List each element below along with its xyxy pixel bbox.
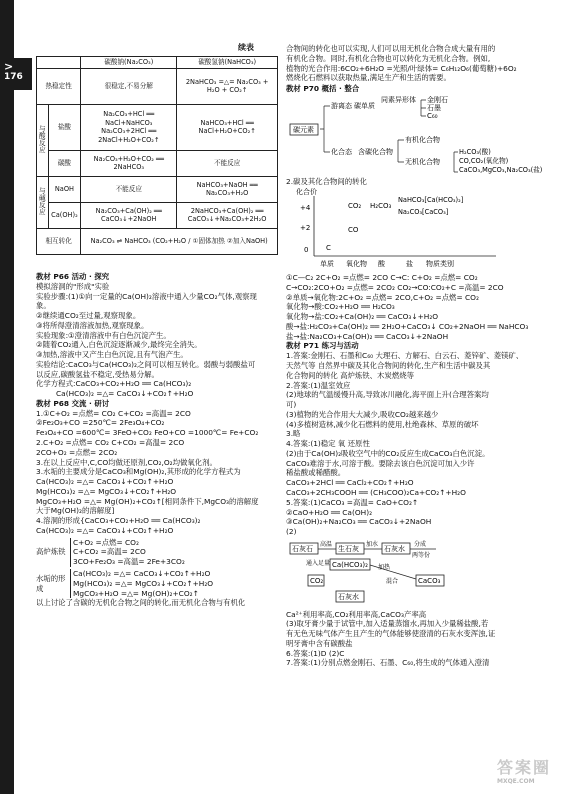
text-line: Mg(HCO₃)₂ =△= MgCO₃↓+CO₂↑+H₂O — [36, 486, 177, 496]
text-line: 氧化物→酸:CO₂+H₂O ══ H₂CO₃ — [286, 302, 395, 312]
table-row — [37, 228, 278, 254]
section-heading: 教材 P71 练习与活动 — [286, 341, 359, 351]
cell-b: 2NaHCO₃ =△= Na₂CO₃ + H₂O + CO₂↑ — [177, 68, 278, 104]
inorganic-item: CaCO₃,MgCO₃,Na₂CO₃(盐) — [459, 165, 543, 174]
x-category: 单质 — [320, 260, 334, 269]
tree-free: 游离态 — [331, 101, 352, 110]
table-header-row — [37, 57, 278, 69]
text-line: 化学方程式:CaCO₃+CO₂+H₂O ══ Ca(HCO₃)₂ — [36, 379, 192, 389]
inorganic-item: CO,CO₂(氧化物) — [459, 156, 509, 165]
table-row — [37, 176, 278, 202]
text-line: CaCO₃难溶于水,可溶于酸。要除去该白色沉淀可加入少许 — [286, 458, 475, 468]
row-group-base: 与碱反应 — [37, 176, 49, 228]
text-line: 2.答案:(1)温室效应 — [286, 380, 351, 390]
x-category: 盐 — [406, 260, 413, 269]
table-continued-label: 续表 — [238, 43, 254, 52]
text-line: 燃烧化石燃料以获取热量,满足生产和生活的需要。 — [286, 73, 451, 83]
text-line: 1.①C+O₂ =点燃= CO₂ C+CO₂ =高温= 2CO — [36, 408, 191, 418]
chevron-right-icon: > — [4, 60, 14, 73]
watermark-sub: MXQE.COM — [496, 778, 535, 786]
text-line: ②CaO+H₂O ══ Ca(OH)₂ — [286, 507, 373, 517]
flow-co2: CO₂ — [310, 576, 324, 585]
cell-b: NaHCO₃+NaOH ══ Na₂CO₃+H₂O — [177, 176, 278, 202]
text-line: 2.C+O₂ =点燃= CO₂ C+CO₂ =高温= 2CO — [36, 438, 185, 448]
text-line: (2)由于Ca(OH)₂吸收空气中的CO₂反应生成CaCO₃白色沉淀。 — [286, 448, 490, 458]
x-category: 酸 — [378, 260, 385, 269]
inorganic-bracket — [454, 152, 458, 172]
right-column — [286, 44, 550, 668]
text-line: 氧化物→盐:CO₂+Ca(OH)₂ ══ CaCO₃↓+H₂O — [286, 312, 439, 322]
flow-limestone: 石灰石 — [292, 544, 313, 553]
text-line: Ca(HCO₃)₂ =△= CaCO₃↓+CO₂↑+H₂O — [36, 525, 174, 535]
flow-label: 加水 — [366, 540, 379, 548]
group-label: 高炉炼铁 — [36, 547, 66, 557]
text-line: ②继续通CO₂至过量,观察现象。 — [36, 311, 141, 321]
cell-b: 不能反应 — [177, 150, 278, 176]
cell-a: Na₂CO₃ ⇌ NaHCO₃ (CO₂+H₂O / ①固体加热 ②加入NaOH) — [81, 228, 278, 254]
page-gutter — [0, 0, 14, 794]
text-line: 实验步骤:(1)①向一定量的Ca(OH)₂溶液中通入少量CO₂气体,观察现 — [36, 291, 257, 301]
text-line: 5.答案:(1)CaCO₃ =高温= CaO+CO₂↑ — [286, 497, 419, 507]
cell-a: Na₂CO₃+HCl ══ NaCl+NaHCO₃ Na₂CO₃+2HCl ══ 2NaCl+H₂O+CO₂↑ — [81, 104, 177, 150]
table-row — [37, 104, 278, 150]
text-line: (3)取牙膏少量于试管中,加入适量蒸馏水,再加入少量稀盐酸,若 — [286, 619, 489, 629]
level-label: +2 — [300, 224, 311, 233]
text-line: CaCO₃+2CH₃COOH ══ (CH₃COO)₂Ca+CO₂↑+H₂O — [286, 487, 466, 497]
text-line: ②Fe₂O₃+CO =250℃= 2Fe₃O₄+CO₂ — [36, 418, 165, 428]
tree-bracket — [320, 106, 330, 152]
x-category: 氧化物 — [346, 260, 367, 269]
text-line: 7.答案:(1)分别点燃金刚石、石墨、C₆₀,将生成的气体通入澄清 — [286, 658, 490, 668]
text-line: ③将所得澄清溶液加热,观察现象。 — [36, 320, 149, 330]
cell-a: 不能反应 — [81, 176, 177, 202]
text-line: 4.答案:(1)稳定 氧 还原性 — [286, 439, 370, 449]
section-heading: 教材 P66 活动 · 探究 — [36, 272, 110, 281]
table-row — [37, 202, 278, 228]
text-line: 有无色无味气体产生且产生的气体能够使澄清的石灰水变浑浊,证 — [286, 629, 496, 639]
watermark — [497, 757, 551, 786]
text-line: CaCO₃+2HCl ══ CaCl₂+CO₂↑+H₂O — [286, 478, 414, 488]
text-line: 大于Mg(OH)₂的溶解度] — [36, 506, 115, 516]
text-line: ①C—C₂ 2C+O₂ =点燃= 2CO C→C: C+O₂ =点燃= CO₂ — [286, 273, 478, 283]
flow-bicarbonate: Ca(HCO₃)₂ — [332, 560, 368, 569]
cell-b: 2NaHCO₃+Ca(OH)₂ ══ CaCO₃↓+Na₂CO₃+2H₂O — [177, 202, 278, 228]
flow-limewater-2: 石灰水 — [338, 592, 359, 601]
equation: C+O₂ =点燃= CO₂ — [73, 537, 139, 547]
row-label: NaOH — [48, 176, 81, 202]
species-h2co3: H₂CO₃ — [370, 202, 392, 211]
text-line: Ca(HCO₃)₂ =△= CaCO₃↓+CO₂↑+H₂O — [36, 477, 174, 487]
flow-label: 加热 — [378, 563, 391, 571]
page-number-tab — [0, 58, 32, 90]
text-line: 实验结论:CaCO₃与Ca(HCO₃)₂之间可以相互转化。弱酸与弱酸盐可 — [36, 359, 256, 369]
table-head-na2co3: 碳酸钠(Na₂CO₃) — [81, 57, 177, 69]
equation: MgCO₃+H₂O =△= Mg(OH)₂+CO₂↑ — [73, 588, 199, 598]
text-line: 合物间的转化也可以实现,人们可以用无机化合物合成大量有用的 — [286, 44, 496, 53]
tree-allotrope: 同素异形体 — [381, 95, 416, 104]
row-label: 热稳定性 — [37, 68, 81, 104]
y-axis-label: 化合价 — [296, 188, 317, 197]
iron-smelting-group — [36, 538, 278, 567]
text-line: 化合物间的转化 高炉炼铁、木炭燃烧等 — [286, 370, 414, 380]
tree-simple: 碳单质 — [354, 101, 375, 110]
species-c: C — [326, 244, 331, 253]
row-group-acid: 与酸反应 — [37, 104, 49, 176]
section-heading: 教材 P70 概括 · 整合 — [286, 84, 360, 94]
text-line: C→CO₂:2CO+O₂ =点燃= 2CO₂ CO₂→CO:CO₂+C =高温= 2CO — [286, 282, 504, 292]
text-line: 盐→盐:Na₂CO₃+Ca(OH)₂ ══ CaCO₃↓+2NaOH — [286, 331, 449, 341]
allotrope-item: C₆₀ — [427, 111, 438, 120]
equation: C+CO₂ =高温= 2CO — [73, 547, 146, 557]
flow-label: 通入足量 — [306, 559, 331, 567]
text-line: 实验现象:①澄清溶液中有白色沉淀产生。 — [36, 330, 171, 340]
species-co2: CO₂ — [348, 202, 362, 211]
text-line: (3)植物的光合作用大大减少,吸收CO₂越来越少 — [286, 409, 439, 419]
table-row — [37, 68, 278, 104]
level-label: +4 — [300, 204, 311, 213]
x-category: 物质类别 — [426, 260, 454, 269]
text-line: 2CO+O₂ =点燃= 2CO₂ — [36, 447, 118, 457]
inorganic-item: H₂CO₃(酸) — [459, 147, 491, 156]
text-line: 天然气等 自然界中碳及其化合物间的转化,生产和生活中碳及其 — [286, 361, 491, 371]
page-number: 176 — [4, 72, 23, 82]
text-line: 模拟溶洞的"形成"实验 — [36, 281, 110, 291]
section-heading: 教材 P68 交流 · 研讨 — [36, 398, 110, 408]
text-line: 以反应,碳酸氢盐不稳定,受热易分解。 — [36, 369, 159, 379]
flow-label: 分成 — [414, 540, 427, 548]
flow-label: 高温 — [320, 540, 333, 548]
cell-b: NaHCO₃+HCl ══ NaCl+H₂O+CO₂↑ — [177, 104, 278, 150]
text-line: 酸→盐:H₂CO₃+Ca(OH)₂ ══ 2H₂O+CaCO₃↓ CO₂+2NaOH ══ NaHCO₃ — [286, 321, 529, 331]
text-line: 稀盐酸或稀醋酸。 — [286, 468, 346, 478]
cell-a: 很稳定,不易分解 — [81, 68, 177, 104]
level-label: 0 — [304, 246, 309, 255]
flow-label: 两等份 — [412, 551, 431, 559]
flow-quicklime: 生石灰 — [338, 544, 359, 553]
row-label: 相互转化 — [37, 228, 81, 254]
allotrope-item: 金刚石 — [427, 95, 448, 104]
scale-formation-group — [36, 569, 278, 598]
lime-flow-diagram — [286, 537, 550, 607]
tree-organic: 有机化合物 — [405, 135, 440, 144]
text-line: Ca(HCO₃)₂ =△= CaCO₃↓+CO₂↑+H₂O — [56, 389, 194, 399]
allotrope-bracket — [421, 100, 426, 116]
text-line: Ca²⁺利用率高,CO₂利用率高,CaCO₃产率高 — [286, 609, 427, 619]
equation: 3CO+Fe₂O₃ =高温= 2Fe+3CO₂ — [73, 557, 185, 567]
valence-diagram — [286, 186, 550, 270]
species-na2co3: Na₂CO₃[CaCO₃] — [398, 208, 449, 217]
text-line: (2) — [286, 527, 297, 537]
group-label: 水垢的形成 — [36, 573, 66, 593]
text-line: 植物的光合作用:6CO₂+6H₂O =光照/叶绿体= C₆H₁₂O₆(葡萄糖)+6O₂ — [286, 63, 517, 73]
section-heading: 2.碳及其化合物间的转化 — [286, 176, 367, 186]
text-line: 3.略 — [286, 429, 301, 439]
text-line: ②单质→氧化物:2C+O₂ =点燃= 2CO,C+O₂ =点燃= CO₂ — [286, 292, 479, 302]
carbon-classification-tree — [286, 94, 550, 174]
bracket — [70, 538, 185, 567]
text-line: 4.溶洞的形成{CaCO₃+CO₂+H₂O ══ Ca(HCO₃)₂ — [36, 516, 201, 526]
row-label: 碳酸 — [48, 150, 81, 176]
bracket — [70, 569, 213, 598]
row-label: 盐酸 — [48, 104, 81, 150]
text-line: 1.答案:金刚石、石墨和C₆₀ 大理石、方解石、白云石、菱锌矿、菱镁矿、 — [286, 351, 524, 361]
table-head-blank — [37, 57, 81, 69]
tree-compound: 含碳化合物 — [358, 147, 393, 156]
flow-arrow — [370, 565, 416, 579]
tree-inorganic: 无机化合物 — [405, 157, 440, 166]
text-line: 象。 — [36, 301, 51, 311]
text-line: 有机化合物。同时,有机化合物也可以转化为无机化合物。例如, — [286, 53, 491, 63]
row-label: Ca(OH)₂ — [48, 202, 81, 228]
table-head-nahco3: 碳酸氢钠(NaHCO₃) — [177, 57, 278, 69]
compound-bracket — [398, 140, 404, 162]
text-line: 6.答案:(1)D (2)C — [286, 648, 345, 658]
text-line: ②随着CO₂通入,白色沉淀逐渐减少,最终完全消失。 — [36, 340, 202, 350]
text-line: ③Ca(OH)₂+Na₂CO₃ ══ CaCO₃↓+2NaOH — [286, 517, 432, 527]
text-line: 明牙膏中含有碳酸盐 — [286, 638, 353, 648]
watermark-text: 答案圈 — [496, 757, 551, 777]
allotrope-item: 石墨 — [427, 103, 441, 112]
text-line: 3.水垢的主要成分是CaCO₃和Mg(OH)₂,其形成的化学方程式为 — [36, 467, 241, 477]
text-line: Fe₃O₄+CO =600℃= 3FeO+CO₂ FeO+CO =1000℃= Fe+CO₂ — [36, 428, 259, 438]
text-line: 3.在以上反应中,C,CO均做还原剂,CO₂,O₂均做氧化剂。 — [36, 457, 217, 467]
text-line: ③加热,溶液中又产生白色沉淀,且有气泡产生。 — [36, 350, 188, 360]
flow-label: 混合 — [386, 577, 399, 585]
text-line: (4)多植树造林,减少化石燃料的使用,杜绝森林、草原的破坏 — [286, 419, 479, 429]
tree-root: 碳元素 — [293, 125, 314, 134]
flow-caco3: CaCO₃ — [418, 576, 441, 585]
text-line: (2)地球的气温缓慢升高,导致冰川融化,海平面上升(合理答案均 — [286, 390, 489, 400]
carbonate-comparison-table — [36, 56, 278, 255]
cell-a: Na₂CO₃+Ca(OH)₂ ══ CaCO₃↓+2NaOH — [81, 202, 177, 228]
equation: Mg(HCO₃)₂ =△= MgCO₃↓+CO₂↑+H₂O — [73, 578, 214, 588]
text-line: MgCO₃+H₂O =△= Mg(OH)₂+CO₂↑[相同条件下,MgCO₃的溶解度 — [36, 496, 259, 506]
cell-a: Na₂CO₃+H₂O+CO₂ ══ 2NaHCO₃ — [81, 150, 177, 176]
text-line: 以上讨论了含碳的无机化合物之间的转化,而无机化合物与有机化 — [36, 598, 246, 608]
species-nahco3: NaHCO₃[Ca(HCO₃)₂] — [398, 196, 464, 205]
text-line: 可) — [286, 400, 297, 410]
tree-combined: 化合态 — [331, 147, 352, 156]
table-row — [37, 150, 278, 176]
left-column — [36, 272, 278, 608]
species-co: CO — [348, 226, 359, 235]
flow-limewater: 石灰水 — [384, 544, 405, 553]
equation: Ca(HCO₃)₂ =△= CaCO₃↓+CO₂↑+H₂O — [73, 568, 211, 578]
